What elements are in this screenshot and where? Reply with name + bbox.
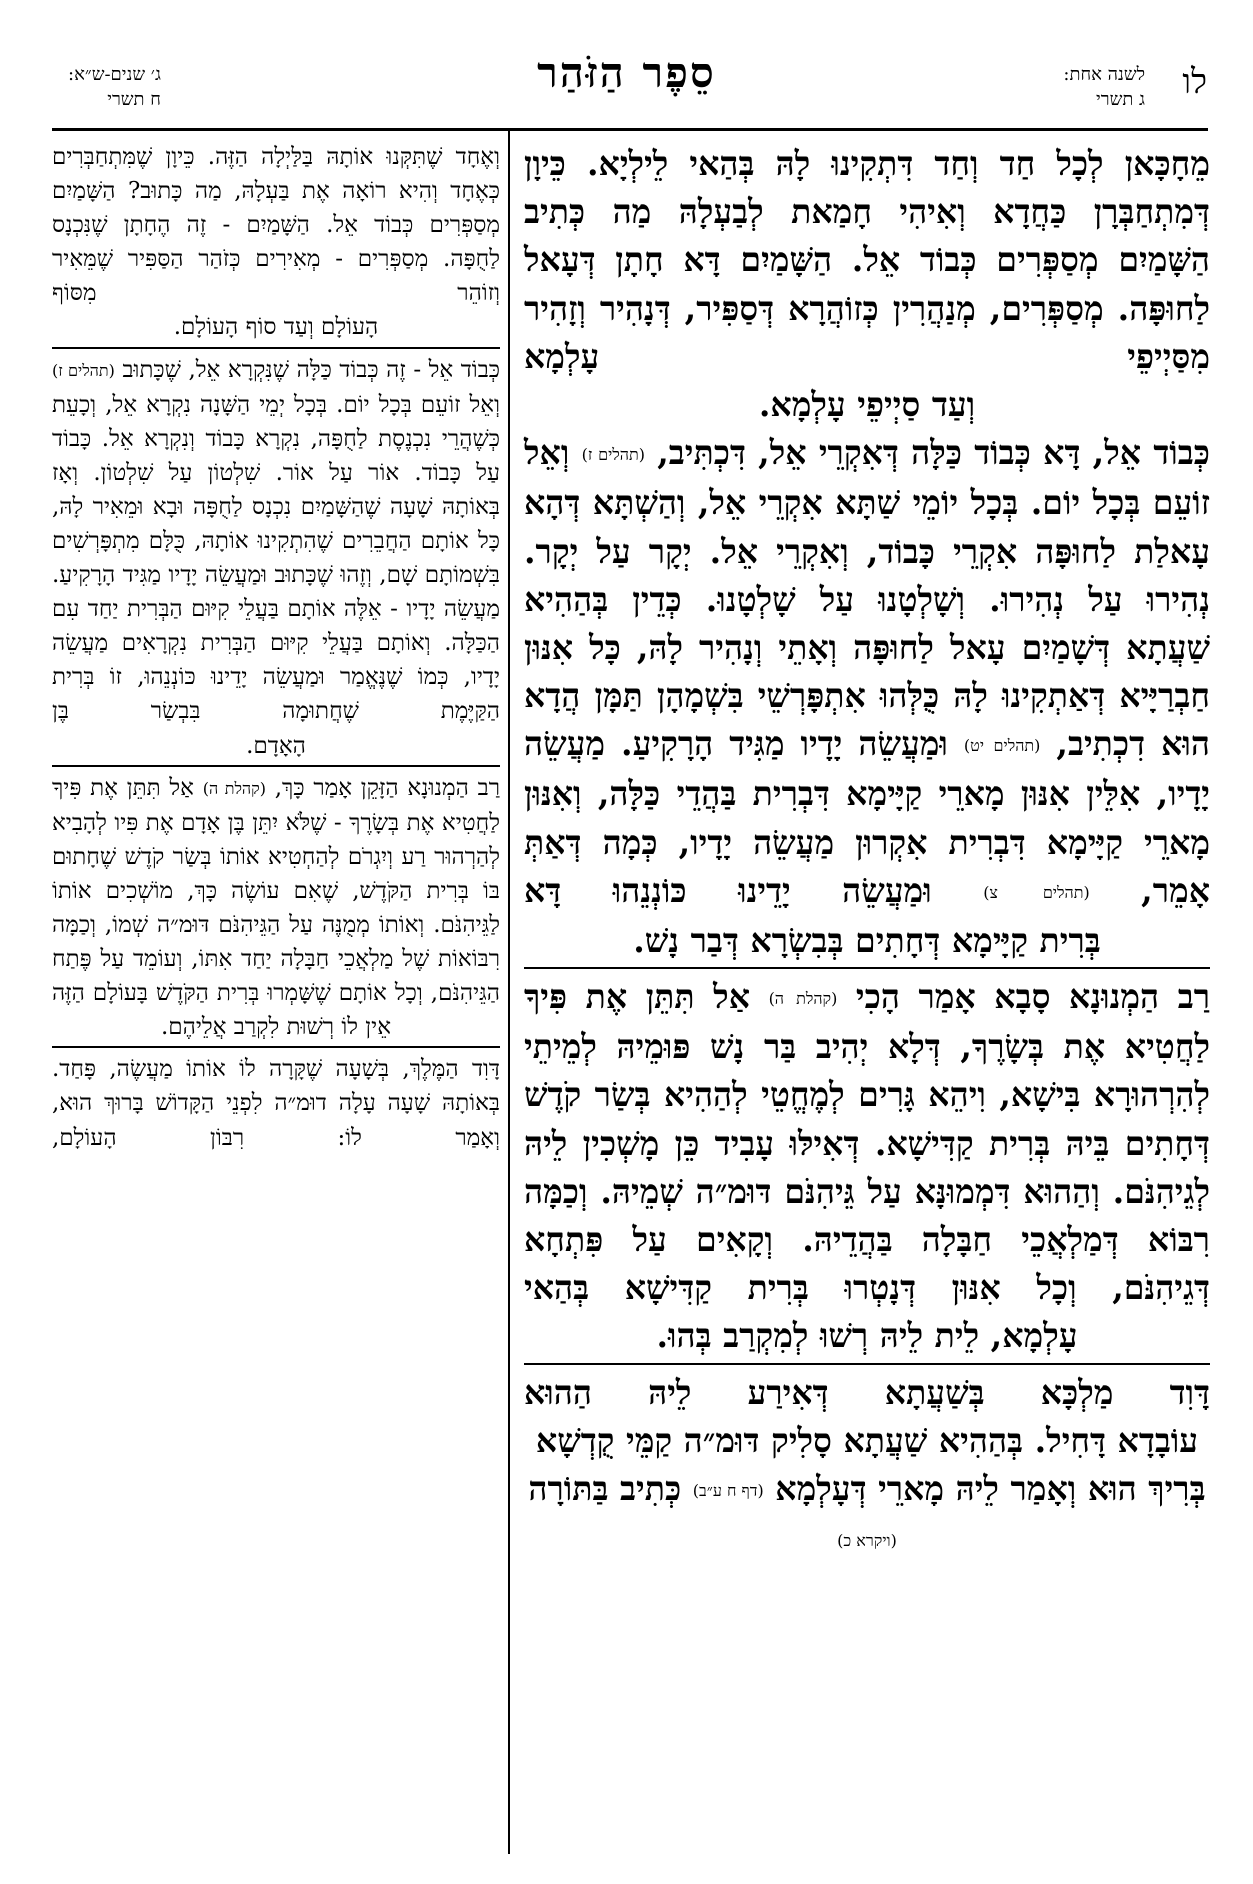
side-paragraph-3 xyxy=(52,771,500,1011)
side-paragraph-4 xyxy=(52,1052,500,1154)
side-text: וְאֶחָד שֶׁתִּקְּנוּ אוֹתָהּ בַּלַּיְלָה הַזֶּה. כֵּיוָן שֶׁמִּתְחַבְּרִים כְּאֶחָד וְהִיא רוֹאָה אֶת בַּעְלָהּ, מַה כָּתוּב? הַשָּׁמַיִם מְסַפְּרִים כְּבוֹד אֵל. הַשָּׁמַיִם - זֶה הֶחָתָן שֶׁנִּכְנָס לַחֻפָּה. מְסַפְּרִים - מְאִירִים כְּזֹהַר הַסַּפִּיר שֶׁמֵּאִיר וְזוֹהֵר מִסּוֹף xyxy=(52,144,500,307)
book-title: סֵפֶר הַזֹּהַר xyxy=(537,48,716,97)
side-text: וְאֵל זוֹעֵם בְּכָל יוֹם. בְּכָל יְמֵי הַשָּׁנָה נִקְרָא אֵל, וְכָעֵת כְּשֶׁהֲרֵי נִכְנֶסֶת לַחֻפָּה, נִקְרָא כָּבוֹד וְנִקְרָא אֵל. כָּבוֹד עַל כָּבוֹד. אוֹר עַל אוֹר. שִׁלְטוֹן עַל שִׁלְטוֹן. וְאָז בְּאוֹתָהּ שָׁעָה שֶׁהַשָּׁמַיִם נִכְנָס לַחֻפָּה וּבָא וּמֵאִיר לָהּ, כָּל אוֹתָם הַחֲבֵרִים שֶׁהִתְקִינוּ אוֹתָהּ, כֻּלָּם מִתְפָּרְשִׁים בִּשְׁמוֹתָם שָׁם, וְזֶהוּ שֶׁכָּתוּב וּמַעֲשֵׂה יָדָיו מַגִּיד הָרָקִיעַ. מַעֲשֵׂה יָדָיו - אֵלֶּה אוֹתָם בַּעֲלֵי קִיּוּם הַבְּרִית יַחַד עִם הַכַּלָּה. וְאוֹתָם בַּעֲלֵי קִיּוּם הַבְּרִית נִקְרָאִים מַעֲשֵׂה יָדָיו, כְּמוֹ שֶׁנֶּאֱמַר וּמַעֲשֵׂה יָדֵינוּ כּוֹנְנֵהוּ, זוֹ בְּרִית הַקַּיֶּמֶת שֶׁחֲתוּמָה בִּבְשַׂר בֶּן xyxy=(52,391,500,725)
page-header xyxy=(0,44,1253,134)
side-paragraph-2 xyxy=(52,353,500,729)
main-text: בְּרִית קַיָּימָא דְּחָתִים בְּבִשְׂרָא דְּבַר נָשׁ. xyxy=(633,920,1101,960)
main-text: עוֹבָדָא דָּחִיל. xyxy=(1034,1420,1199,1460)
side-paragraph-1 xyxy=(52,140,500,310)
page-number: לו xyxy=(1182,62,1207,102)
header-right-label-1: לשנה אחת: xyxy=(1063,64,1145,85)
verse-reference: (קהלת ה) xyxy=(202,778,266,798)
side-text: אַל תִּתֵּן אֶת פִּיךָ לַחֲטִיא אֶת בְּשָׂרֶךָ - שֶׁלֹּא יִתֵּן בֶּן אָדָם אֶת פִּיו לְהָבִיא לְהַרְהוּר רַע וְיִגְרֹם לְהַחְטִיא אוֹתוֹ בְּשַׂר קֹדֶשׁ שֶׁחָתוּם בּוֹ בְּרִית הַקֹּדֶשׁ, שֶׁאִם עוֹשֶׂה כָּךְ, מוֹשְׁכִים אוֹתוֹ לַגֵּיהִנֹּם. וְאוֹתוֹ מְמֻנֶּה עַל הַגֵּיהִנֹּם דּוּמ״ה שְׁמוֹ, וְכַמָּה רִבּוֹאוֹת שֶׁל מַלְאֲכֵי חַבָּלָה יַחַד אִתּוֹ, וְעוֹמֵד עַל פֶּתַח הַגֵּיהִנֹּם, וְכָל אוֹתָם שֶׁשָּׁמְרוּ בְּרִית הַקֹּדֶשׁ בָּעוֹלָם הַזֶּה xyxy=(52,774,500,1007)
main-text: מֵחָכָּאן לְכָל חַד וְחַד דִּתְקִינוּ לָהּ בְּהַאי לֵילְיָא. כֵּיוָן דְּמִתְחַבְּרָן כַּחֲדָא וְאִיהִי חָמַאת לְבַעְלָהּ מַה כְּתִיב הַשָּׁמַיִם מְסַפְּרִים כְּבוֹד אֵל. הַשָּׁמַיִם דָּא חָתָן דְּעָאל לַחוּפָּה. מְסַפְּרִים, מְנַהֲרִין כְּזוֹהֲרָא דְּסַפִּיר, דְּנָהִיר וְזָהִיר מִסַּיְיפֵי עָלְמָא xyxy=(524,144,1210,376)
main-text: כְּבוֹד אֵל, דָּא כְּבוֹד כַּלָּה דְּאִקְרֵי אֵל, דִּכְתִּיב, xyxy=(657,433,1210,473)
side-text: רַב הַמְנוּנָא הַזָּקֵן אָמַר כָּךְ, xyxy=(274,774,501,801)
side-text: הָעוֹלָם וְעַד סוֹף הָעוֹלָם. xyxy=(173,314,379,341)
verse-reference: (תהלים ז) xyxy=(52,360,115,380)
verse-reference: (תהלים ז) xyxy=(581,445,645,465)
main-paragraph-4-center xyxy=(524,1417,1210,1565)
main-paragraph-3 xyxy=(524,973,1210,1312)
side-text: הָאָדָם. xyxy=(246,732,306,759)
side-paragraph-2-end xyxy=(52,729,500,763)
header-right-label-2: ג תשרי xyxy=(1096,89,1145,110)
main-text: עָלְמָא, לֵית לֵיהּ רְשׁוּ לְמִקְרַב בְּהוּ. xyxy=(656,1316,1078,1356)
header-left-labels xyxy=(68,62,161,112)
column-divider xyxy=(508,131,510,1854)
side-text: אֵין לוֹ רְשׁוּת לִקְרַב אֲלֵיהֶם. xyxy=(160,1014,391,1041)
verse-reference: (קהלת ה) xyxy=(768,989,838,1009)
side-paragraph-1-end xyxy=(52,310,500,344)
section-rule xyxy=(524,1363,1210,1365)
header-left-label-2: ח תשרי xyxy=(107,89,161,110)
main-paragraph-4 xyxy=(524,1369,1210,1417)
main-paragraph-2-end xyxy=(524,917,1210,965)
verse-reference: (תהלים צ) xyxy=(983,882,1090,902)
verse-reference: (דף ח ע״ב) xyxy=(692,1480,764,1500)
section-rule xyxy=(52,1046,500,1048)
main-text: וּמַעֲשֵׂה יָדָיו מַגִּיד הָרָקִיעַ. מַעֲשֵׂה יָדָיו, אִלֵּין אִנּוּן מָארֵי קַיָּימָא דִּבְרִית בַּהֲדֵי כַּלָּה, וְאִנּוּן מָארֵי קַיָּימָא דִּבְרִית אִקְרוּן מַעֲשֵׂה יָדָיו, כְּמָה דְּאַתְּ אָמֵר, xyxy=(524,724,1211,910)
main-text: וּמַעֲשֵׂה יָדֵינוּ כּוֹנְנֵהוּ דָּא xyxy=(524,870,932,910)
main-paragraph-1 xyxy=(524,140,1210,381)
header-rule xyxy=(52,128,1208,131)
main-paragraph-3-end xyxy=(524,1312,1210,1360)
main-paragraph-1-end xyxy=(524,381,1210,429)
main-text: בְּהַהִיא שַׁעֲתָא סָלִיק דּוּמ״ה קַמֵּי קֻדְשָׁא בְּרִיךְ הוּא וְאָמַר לֵיהּ מָארֵי דְּעָלְמָא xyxy=(535,1420,1206,1509)
header-left-label-1: ג׳ שנים-ש״א: xyxy=(68,64,161,85)
main-text: אַל תִּתֵּן אֶת פִּיךָ לַחֲטִיא אֶת בְּשָׂרֶךָ, דְּלָא יְהִיב בַּר נָשׁ פּוּמֵיהּ לְמֵיתֵי לְהִרְהוּרָא בִּישָׁא, וִיהֵא גָּרִים לְמֶחֱטֵי לְהַהִיא בְּשַׂר קֹדֶשׁ דְּחָתִים בֵּיהּ בְּרִית קַדִּישָׁא. דְּאִילּוּ עָבִיד כֵּן מָשְׁכִין לֵיהּ לְגֵיהִנֹּם. וְהַהוּא דִּמְמוּנָּא עַל גֵּיהִנֹּם דּוּמ״ה שְׁמֵיהּ. וְכַמָּה רִבּוֹא דְּמַלְאֲכֵי חַבָּלָה בַּהֲדֵיהּ. וְקָאִים עַל פִּתְחָא דְּגֵיהִנֹּם, וְכָל אִנּוּן דְּנָטְרוּ בְּרִית קַדִּישָׁא בְּהַאי xyxy=(524,977,1210,1308)
side-text: כְּבוֹד אֵל - זֶה כְּבוֹד כַּלָּה שֶׁנִּקְרָא אֵל, שֶׁכָּתוּב xyxy=(122,356,501,383)
verse-reference: (ויקרא כ) xyxy=(837,1531,897,1551)
main-paragraph-2 xyxy=(524,429,1210,917)
side-paragraph-3-end xyxy=(52,1010,500,1044)
verse-reference: (תהלים יט) xyxy=(963,736,1041,756)
main-text: דָּוִד מַלְכָּא בְּשַׁעֲתָא דְּאִירַע לֵיהּ הַהוּא xyxy=(524,1372,1210,1412)
main-text: וְעַד סַיְיפֵי עָלְמָא. xyxy=(758,385,976,425)
aramaic-main-column xyxy=(524,140,1210,1565)
section-rule xyxy=(52,765,500,767)
main-text: רַב הַמְנוּנָא סָבָא אָמַר הָכִי xyxy=(855,977,1210,1017)
section-rule xyxy=(524,967,1210,969)
main-text: וְאֵל זוֹעֵם בְּכָל יוֹם. בְּכָל יוֹמֵי שַׁתָּא אִקְרֵי אֵל, וְהַשְׁתָּא דְּהָא עָאלַת לַחוּפָּה אִקְרֵי כָּבוֹד, וְאִקְרֵי אֵל. יְקָר עַל יְקָר. נְהִירוּ עַל נְהִירוּ. וְשָׁלְטָנוּ עַל שָׁלְטָנוּ. כְּדֵין בְּהַהִיא שַׁעֲתָא דְּשָׁמַיִם עָאל לַחוּפָּה וְאָתֵי וְנָהִיר לָהּ, כָּל אִנּוּן חַבְרַיָּיא דְּאַתְקִינוּ לָהּ כֻּלְּהוּ אִתְפָּרְשֵׁי בִּשְׁמָהָן תַּמָּן הֲדָא הוּא דִכְתִיב, xyxy=(524,433,1210,764)
main-text: כְּתִיב בַּתּוֹרָה xyxy=(528,1469,682,1509)
side-text: דָּוִד הַמֶּלֶךְ, בְּשָׁעָה שֶׁקָּרָה לוֹ אוֹתוֹ מַעֲשֶׂה, פָּחַד. בְּאוֹתָהּ שָׁעָה עָלָה דוּמ״ה לִפְנֵי הַקָּדוֹשׁ בָּרוּךְ הוּא, וְאָמַר לוֹ: רִבּוֹן הָעוֹלָם, xyxy=(52,1056,500,1151)
hebrew-translation-column xyxy=(52,140,500,1155)
section-rule xyxy=(52,347,500,349)
